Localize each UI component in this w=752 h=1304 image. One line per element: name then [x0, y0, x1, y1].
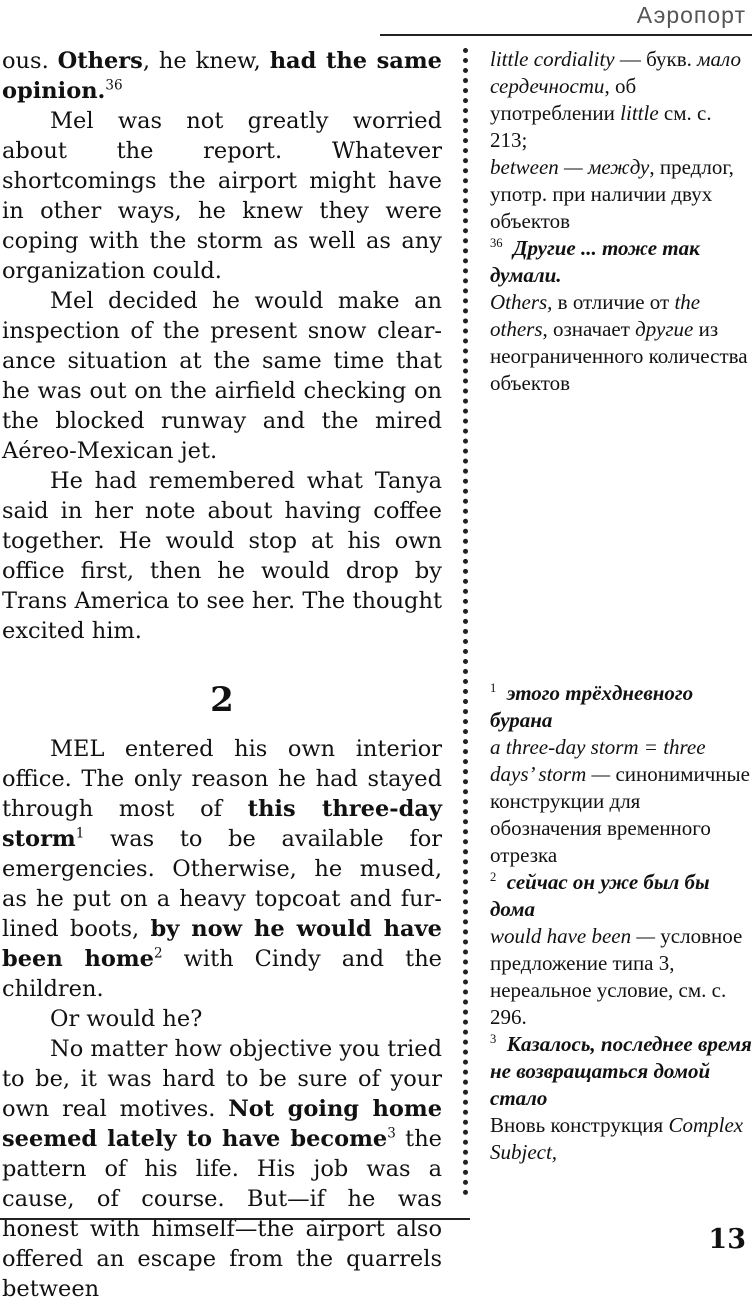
note-little-cordiality: little cordiality — букв. мало сердечности, об употреблении little см. с. 213;: [490, 47, 741, 152]
running-header: Аэропорт: [636, 2, 746, 28]
dotted-column-divider: [463, 48, 468, 1196]
text-run: ous.: [2, 48, 58, 74]
paragraph-4: He had remembered what Tanya said in her note about having coffee together. He would stop at his own office first, then he would drop by Trans America to see her. The thought excited him.: [2, 468, 442, 644]
note-number: 3: [490, 1032, 497, 1046]
footnote-1-body: a three-day storm = three days’ storm — синонимичные конструкции для обозначения временного отрезка: [490, 735, 750, 867]
footnote-3-title: $^3$ Казалось, последнее время не возвращаться домой стало: [490, 1032, 752, 1110]
footnote-2-body: would have been — условное предложение типа 3, нереальное условие, см. с. 296.: [490, 924, 743, 1029]
footnote-1-title: $^1$ этого трёхдневного бурана: [490, 681, 694, 732]
footer-rule: [0, 1218, 470, 1220]
main-text-column: [2, 46, 442, 1304]
chapter-number: 2: [210, 680, 234, 720]
note-number: 1: [490, 681, 497, 695]
margin-notes-bottom: [490, 680, 752, 1166]
paragraph-2: Mel was not greatly worried about the report. Whatever shortcomings the airport might have in other ways, he knew they were coping with the storm as well as any organization could.: [2, 108, 442, 284]
note-between: between — между, предлог, употр. при наличии двух объектов: [490, 155, 734, 233]
text-run: with Cindy and the children.: [2, 946, 442, 1002]
margin-notes-top: [490, 46, 752, 397]
note-36-title: $^{36}$ Другие ... тоже так думали.: [490, 236, 700, 287]
text-run: , he knew,: [142, 48, 270, 74]
page-number: 13: [708, 1224, 746, 1255]
glossed-phrase: had the same opinion.: [2, 48, 442, 104]
paragraph-1: [2, 46, 442, 106]
note-number: 2: [490, 870, 497, 884]
paragraph-3: Mel decided he would make an inspection of the present snow clearance situation at the same time that he was out on the airfield checking on the blocked runway and the mired Aéreo-Mexican jet.: [2, 288, 442, 464]
glossed-phrase: by now he would have been home: [2, 916, 442, 972]
footnote-ref: 2: [153, 945, 163, 962]
text-run: the pattern of his life. His job was a cause, of course. But—if he was honest with himself—the airport also offered an escape from the quarrels between: [2, 1126, 442, 1302]
text-run: MEL entered his own interior office. The only reason he had stayed through most of: [2, 736, 442, 822]
footnote-ref: 3: [387, 1125, 396, 1142]
footnote-ref: 1: [75, 825, 85, 842]
text-run: was to be available for emergencies. Otherwise, he mused, as he put on a heavy topcoat and fur-lined boots,: [2, 826, 442, 942]
footnote-2-title: $^2$ сейчас он уже был бы дома: [490, 870, 710, 921]
text-run: No matter how objective you tried to be, it was hard to be sure of your own real motives.: [2, 1036, 442, 1122]
paragraph-5: [2, 734, 442, 1004]
footnote-ref: 36: [105, 77, 123, 94]
glossed-phrase: Others: [57, 48, 143, 74]
note-36-body: Others, в отличие от the others, означает другие из неограниченного количества объектов: [490, 290, 748, 395]
glossed-phrase: Not going home seemed lately to have become: [2, 1096, 443, 1152]
note-number: 36: [490, 236, 503, 250]
footnote-3-body: Вновь конструкция Complex Subject,: [490, 1113, 744, 1164]
header-rule: [380, 34, 752, 36]
glossed-phrase: this three-day storm: [2, 796, 442, 852]
paragraph-6: Or would he?: [50, 1006, 203, 1032]
